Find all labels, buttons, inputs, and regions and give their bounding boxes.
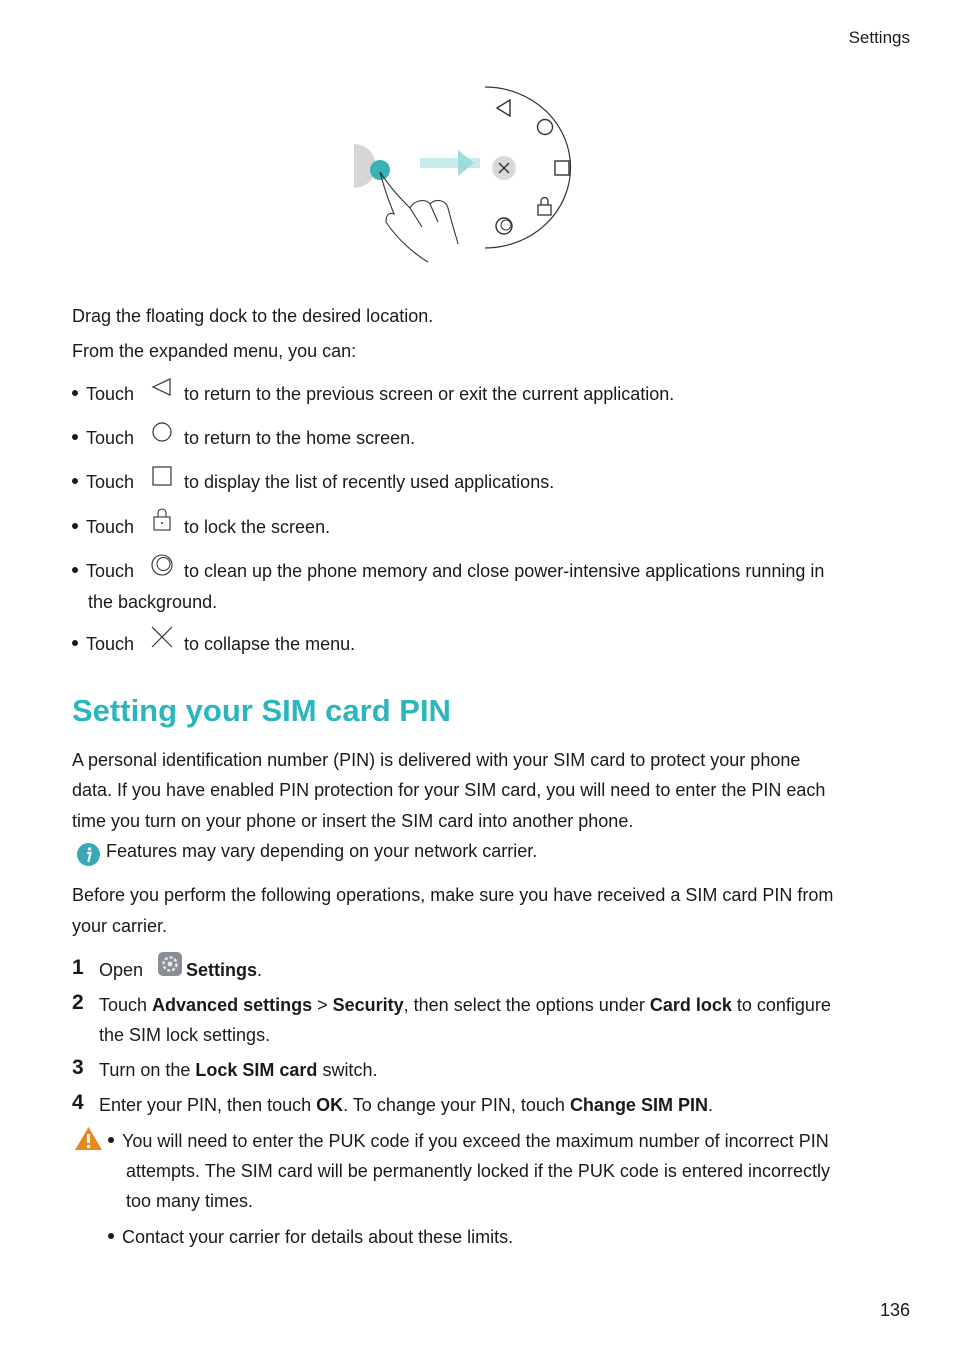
bullet-text: to display the list of recently used applications.: [184, 472, 555, 492]
list-item: [72, 560, 824, 582]
paragraph-line: A personal identification number (PIN) is delivered with your SIM card to protect your phone: [72, 750, 801, 770]
bullet-dot: [72, 640, 78, 646]
step-2-text-continued: the SIM lock settings.: [99, 1025, 271, 1045]
step-text-part: . To change your PIN, touch: [343, 1095, 570, 1115]
paragraph-line: your carrier.: [72, 916, 168, 936]
section-title: Setting your SIM card PIN: [72, 693, 451, 728]
intro-drag-text: Drag the floating dock to the desired location.: [72, 306, 434, 326]
step-3-text: [99, 1059, 377, 1081]
page-number: 136: [879, 1300, 910, 1320]
card-lock-label: Card lock: [649, 995, 732, 1015]
intro-menu-text: From the expanded menu, you can:: [72, 341, 357, 361]
list-item: [72, 427, 415, 449]
list-item: [108, 1130, 829, 1152]
recent-square-icon: [150, 465, 174, 487]
step-number: 3: [72, 1056, 84, 1079]
paragraph-line: time you turn on your phone or insert the SIM card into another phone.: [72, 811, 634, 831]
step-text-part: , then select the options under: [403, 995, 650, 1015]
drag-arrow-head: [458, 150, 474, 176]
touch-label: Touch: [86, 517, 135, 537]
clean-up-icon: [149, 553, 175, 577]
list-item: [72, 516, 330, 538]
warning-text: You will need to enter the PUK code if you exceed the maximum number of incorrect PIN: [122, 1131, 829, 1151]
step-number: 4: [72, 1091, 84, 1114]
touch-label: Touch: [86, 384, 135, 404]
step-text-part: >: [312, 995, 333, 1015]
bullet-text-continued: the background.: [88, 592, 218, 612]
step-number: 1: [72, 956, 84, 979]
lock-icon: [538, 205, 551, 215]
bullet-dot: [72, 390, 78, 396]
advanced-settings-label: Advanced settings: [152, 995, 313, 1015]
bullet-dot: [72, 434, 78, 440]
step-number: 2: [72, 991, 84, 1014]
warning-text: attempts. The SIM card will be permanently locked if the PUK code is entered incorrectly: [126, 1161, 830, 1181]
touch-label: Touch: [86, 428, 135, 448]
step-4-text: [99, 1094, 713, 1116]
warning-text: too many times.: [126, 1191, 254, 1211]
security-label: Security: [332, 995, 404, 1015]
hand-outline: [380, 172, 458, 262]
home-circle-icon: [150, 421, 174, 443]
warning-icon: [74, 1126, 103, 1151]
bullet-text: to collapse the menu.: [184, 634, 356, 654]
step-2-text: [99, 994, 831, 1016]
lock-icon: [150, 507, 174, 533]
step-text-part: Open: [99, 960, 144, 980]
touch-label: Touch: [86, 472, 135, 492]
bullet-dot: [108, 1137, 114, 1143]
paragraph-line: data. If you have enabled PIN protection for your SIM card, you will need to enter the PIN each: [72, 780, 826, 800]
change-sim-pin-label: Change SIM PIN: [569, 1095, 708, 1115]
step-text-part: .: [707, 1095, 713, 1115]
bullet-dot: [72, 478, 78, 484]
step-text-part: .: [257, 960, 263, 980]
bullet-text: to clean up the phone memory and close power-intensive applications running in: [184, 561, 825, 581]
paragraph-line: Before you perform the following operations, make sure you have received a SIM card PIN from: [72, 885, 834, 905]
step-text-part: Touch: [99, 995, 153, 1015]
lock-sim-card-label: Lock SIM card: [195, 1060, 318, 1080]
bullet-dot: [72, 523, 78, 529]
back-triangle-icon: [150, 376, 174, 398]
bullet-text: to return to the previous screen or exit the current application.: [184, 384, 675, 404]
settings-app-icon: [157, 951, 183, 977]
step-text-part: Turn on the: [99, 1060, 196, 1080]
bullet-text: to lock the screen.: [184, 517, 331, 537]
step-text-part: switch.: [317, 1060, 378, 1080]
bullet-text: to return to the home screen.: [184, 428, 416, 448]
touch-label: Touch: [86, 561, 135, 581]
step-1-settings: [186, 959, 262, 981]
floating-dock-illustration: [350, 82, 600, 267]
list-item: [108, 1226, 513, 1248]
running-header: Settings: [848, 28, 910, 47]
dock-touch-point: [370, 160, 390, 180]
recent-square-icon: [555, 161, 569, 175]
list-item: [72, 471, 554, 493]
close-x-icon: [150, 625, 174, 649]
back-triangle-icon: [497, 100, 510, 116]
step-text-part: to configure: [731, 995, 831, 1015]
bullet-dot: [72, 567, 78, 573]
list-item: [72, 633, 355, 655]
info-icon: [76, 842, 101, 867]
home-circle-icon: [538, 120, 553, 135]
warning-text: Contact your carrier for details about these limits.: [122, 1227, 514, 1247]
step-text-part: Enter your PIN, then touch: [99, 1095, 317, 1115]
note-text: Features may vary depending on your network carrier.: [106, 841, 538, 861]
ok-label: OK: [316, 1095, 344, 1115]
touch-label: Touch: [86, 634, 135, 654]
settings-label: Settings: [186, 960, 258, 980]
step-1-text: [99, 959, 143, 981]
bullet-dot: [108, 1233, 114, 1239]
